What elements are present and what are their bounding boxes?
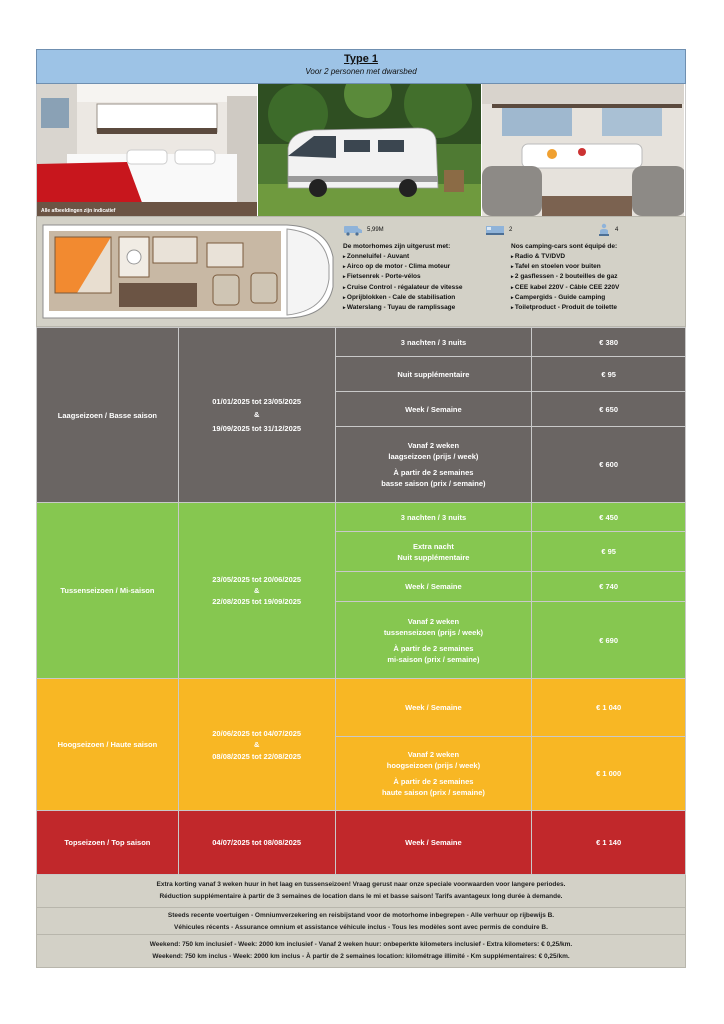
rate-desc-line: 3 nachten / 3 nuits: [400, 512, 467, 522]
season-name: Tussenseizoen / Mi-saison: [37, 503, 179, 679]
rate-desc-line: Week / Semaine: [405, 404, 462, 414]
rate-desc: [335, 602, 532, 679]
season-period: 08/08/2025 tot 22/08/2025: [212, 751, 302, 761]
rate-price: € 450: [532, 503, 686, 532]
rate-desc: [335, 427, 532, 503]
bedroom-photo: [37, 84, 258, 216]
rate-price: € 740: [532, 572, 686, 602]
season-period: 01/01/2025 tot 23/05/2025: [212, 397, 302, 406]
rate-desc-line: basse saison (prix / semaine): [381, 479, 486, 488]
season-periods: [178, 503, 335, 679]
length-value: 5,99M: [367, 227, 384, 233]
rate-desc-line: Nuit supplémentaire: [397, 369, 470, 379]
equipment-heading-fr: Nos camping-cars sont équipé de:: [511, 243, 618, 250]
table-row: [37, 328, 686, 357]
camper-length-icon: [343, 224, 363, 236]
rate-desc: [335, 503, 532, 532]
vehicle-info: [36, 216, 686, 327]
season-name: Laagseizoen / Basse saison: [37, 328, 179, 503]
vehicles-note: [36, 908, 686, 935]
rate-desc-line: Week / Semaine: [405, 838, 462, 847]
page-title: Type 1: [343, 53, 379, 65]
spec-row: [343, 221, 679, 239]
table-row: [37, 503, 686, 532]
rate-price: € 95: [532, 532, 686, 572]
season-periods: [178, 328, 335, 503]
page-subtitle: Voor 2 personen met dwarsbed: [305, 67, 417, 76]
rate-desc: [335, 737, 532, 811]
rate-price: € 650: [532, 392, 686, 427]
kilometers-note-nl: Weekend: 750 km inclusief - Week: 2000 km inclusief - Vanaf 2 weken huur: onbeperkte kilometers inclusief - Extra kilometers: € 0,25/km.: [149, 941, 573, 948]
season-periods: [178, 679, 335, 811]
season-period: 20/06/2025 tot 04/07/2025: [212, 728, 302, 738]
beds-spec: [485, 224, 567, 236]
equipment-item: ▸ Waterslang - Tuyau de ramplissage: [343, 303, 511, 313]
photo-disclaimer: Alle afbeeldingen zijn indicatief: [41, 208, 116, 214]
rate-desc: [335, 532, 532, 572]
vehicles-note-fr: Véhicules récents - Assurance omnium et assistance véhicule inclus - Tous les modèles sont avec permis de conduire B.: [174, 923, 548, 931]
rate-desc-line: 3 nachten / 3 nuits: [400, 337, 467, 347]
floor-plan: [37, 217, 337, 326]
exterior-photo: [258, 84, 481, 216]
rate-desc-line: À partir de 2 semaines: [393, 468, 474, 477]
rate-desc-line: Week / Semaine: [405, 582, 462, 591]
bed-icon: [485, 224, 505, 236]
equipment-item: ▸ CEE kabel 220V - Câble CEE 220V: [511, 283, 679, 293]
equipment-col-fr: [511, 243, 679, 313]
equipment-heading-nl: De motorhomes zijn uitgerust met:: [343, 243, 451, 250]
season-period: 04/07/2025 tot 08/08/2025: [212, 838, 302, 847]
rate-price: € 380: [532, 328, 686, 357]
rate-desc-line: mi-saison (prix / semaine): [387, 654, 480, 664]
seats-value: 4: [615, 227, 619, 233]
rate-price: € 95: [532, 357, 686, 392]
rate-desc: [335, 357, 532, 392]
length-spec: [343, 224, 425, 236]
rate-desc-line: À partir de 2 semaines: [393, 643, 474, 653]
equipment-item: ▸ Radio & TV/DVD: [511, 252, 679, 262]
equipment-item: ▸ Oprijblokken - Cale de stabilisation: [343, 293, 511, 303]
table-row: [37, 811, 686, 875]
equipment-item: ▸ Zonneluifel - Auvant: [343, 252, 511, 262]
rate-price: € 600: [532, 427, 686, 503]
season-name: Topseizoen / Top saison: [37, 811, 179, 875]
equipment-item: ▸ Toiletproduct - Produit de toilette: [511, 303, 679, 313]
beds-value: 2: [509, 227, 513, 233]
rate-desc-line: Extra nacht: [412, 541, 454, 551]
equipment-item: ▸ Cruise Control - régalateur de vitesse: [343, 283, 511, 293]
title-box: [36, 49, 686, 84]
equipment-item: ▸ Fietsenrek - Porte-vélos: [343, 272, 511, 282]
rate-desc: [335, 328, 532, 357]
season-period: 23/05/2025 tot 20/06/2025: [212, 575, 302, 584]
discount-note-nl: Extra korting vanaf 3 weken huur in het laag en tussenseizoen! Vraag gerust naar onze speciale voorwaarden voor langere periodes.: [156, 881, 566, 888]
rate-desc-line: tussenseizoen (prijs / week): [383, 627, 484, 637]
season-period: 22/08/2025 tot 19/09/2025: [212, 597, 302, 606]
seats-spec: [597, 223, 679, 237]
season-period: 19/09/2025 tot 31/12/2025: [212, 424, 302, 433]
photo-strip: [36, 84, 686, 216]
discount-note: [36, 875, 686, 908]
rate-desc: [335, 811, 532, 875]
season-name: Hoogseizoen / Haute saison: [37, 679, 179, 811]
price-table: [36, 327, 686, 875]
equipment-columns: [343, 243, 679, 313]
discount-note-fr: Réduction supplémentaire à partir de 3 semaines de location dans le mi et basse saison! Tarifs avantageux long durée à demande.: [159, 892, 563, 900]
rate-desc-line: Vanaf 2 weken: [407, 750, 460, 759]
rate-desc-line: Vanaf 2 weken: [407, 441, 460, 450]
rate-desc-line: laagseizoen (prijs / week): [388, 452, 479, 461]
interior-photo: [482, 84, 685, 216]
equipment-col-nl: [343, 243, 511, 313]
rate-price: € 1 140: [532, 811, 686, 875]
rate-desc-line: À partir de 2 semaines: [393, 777, 474, 786]
season-period-joiner: &: [253, 410, 260, 419]
table-row: [37, 679, 686, 737]
rate-price: € 1 000: [532, 737, 686, 811]
season-period-joiner: &: [253, 586, 260, 595]
rate-desc-line: Nuit supplémentaire: [397, 552, 470, 562]
rate-desc: [335, 572, 532, 602]
vehicles-note-nl: Steeds recente voertuigen - Omniumverzekering en reisbijstand voor de motorhome inbegrepen - Alle verhuur op rijbewijs B.: [167, 912, 555, 919]
rate-desc-line: haute saison (prix / semaine): [381, 788, 485, 797]
seat-person-icon: [597, 223, 611, 237]
rate-price: € 690: [532, 602, 686, 679]
kilometers-note: [36, 935, 686, 968]
equipment-item: ▸ 2 gasflessen - 2 bouteilles de gaz: [511, 272, 679, 282]
rate-desc: [335, 679, 532, 737]
equipment-item: ▸ Tafel en stoelen voor buiten: [511, 262, 679, 272]
equipment-item: ▸ Airco op de motor - Clima moteur: [343, 262, 511, 272]
price-sheet: [36, 49, 686, 968]
rate-desc-line: hoogseizoen (prijs / week): [386, 761, 481, 770]
rate-desc-line: Week / Semaine: [405, 703, 462, 712]
season-periods: [178, 811, 335, 875]
rate-desc-line: Vanaf 2 weken: [407, 616, 460, 626]
rate-price: € 1 040: [532, 679, 686, 737]
season-period-joiner: &: [253, 739, 260, 749]
equipment-item: ▸ Campergids - Guide camping: [511, 293, 679, 303]
specs-panel: [337, 217, 685, 326]
kilometers-note-fr: Weekend: 750 km inclus - Week: 2000 km inclus - À partir de 2 semaines location: kilométrage illimité - Km supplémentaires: € 0,25/km.: [152, 952, 570, 960]
rate-desc: [335, 392, 532, 427]
